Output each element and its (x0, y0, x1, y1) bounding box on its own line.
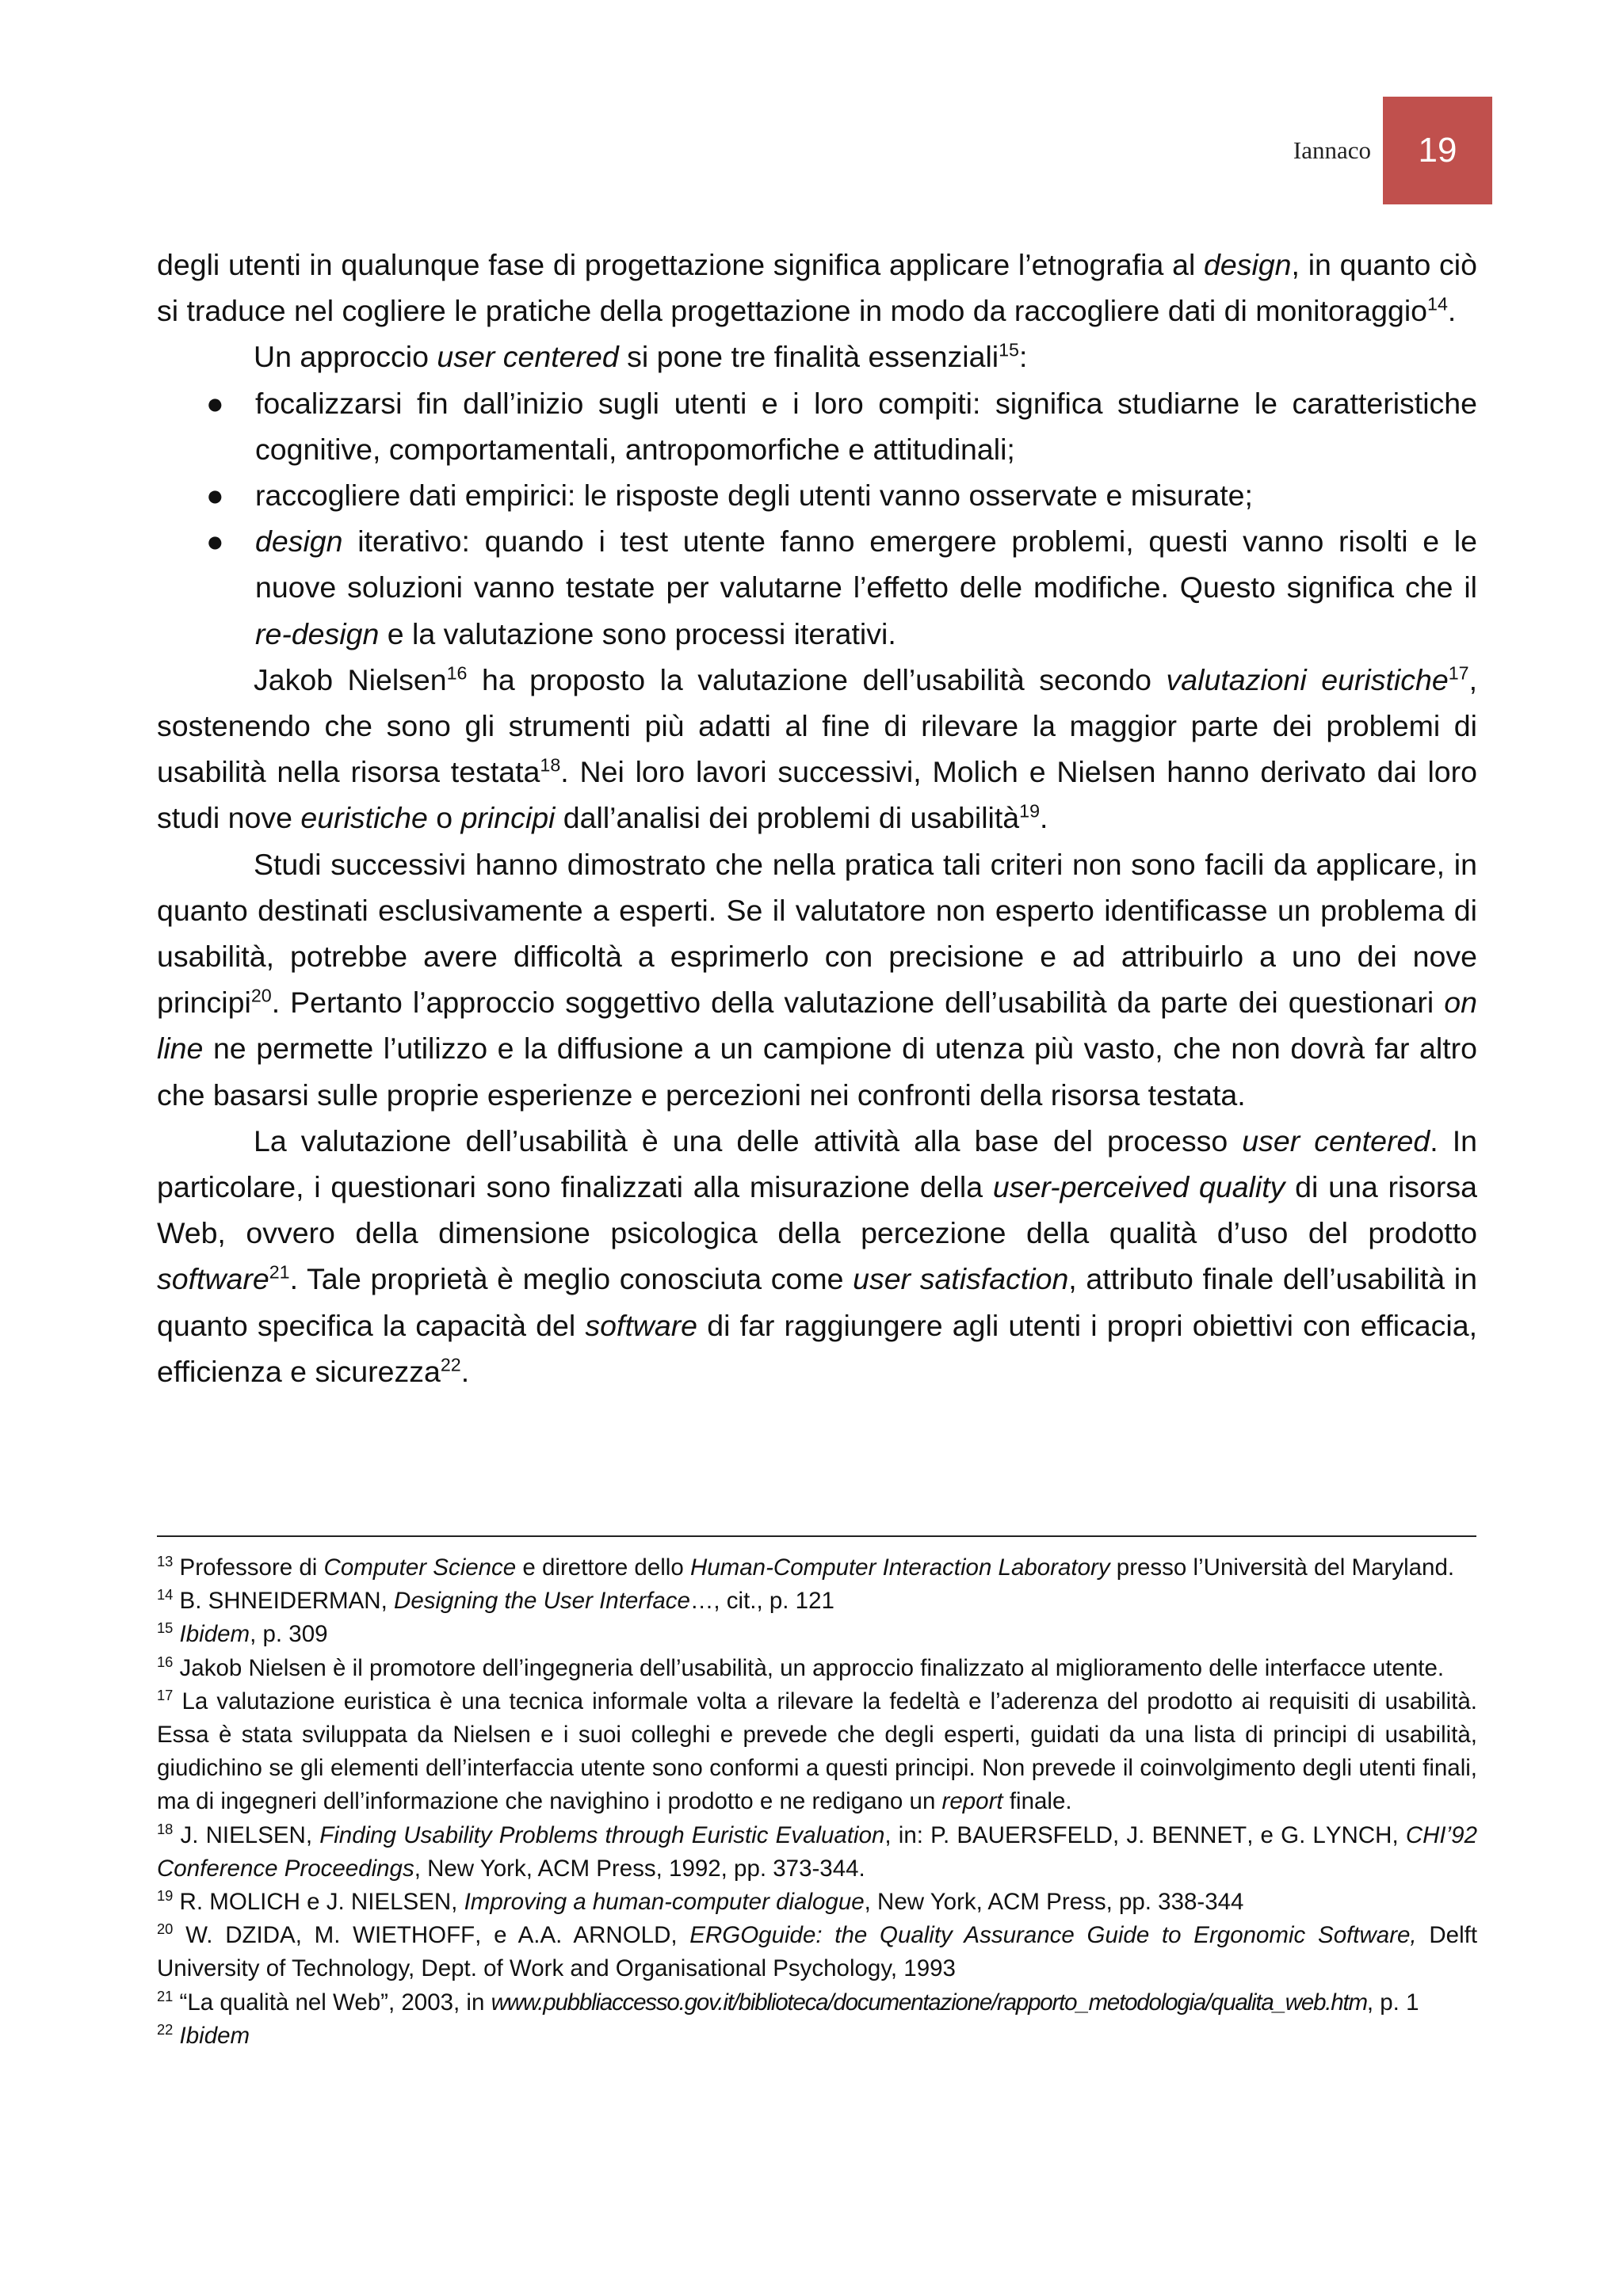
footnote-ref-17[interactable]: 17 (1448, 662, 1469, 684)
footnote-ref-18[interactable]: 18 (540, 754, 561, 776)
aims-list (157, 380, 1477, 657)
footnotes (157, 1551, 1477, 2053)
paragraph-4: Studi successivi hanno dimostrato che nella pratica tali criteri non sono facili da applicare, in quanto destinati esclusivamente a esperti. Se il valutatore non esperto identificasse un problema di usabilità, potrebbe avere difficoltà a esprimerlo con precisione e ad attribuirlo a uno dei nove principi$^{20}$. Pertanto l’approccio soggettivo della valutazione dell’usabilità da parte dei questionari on line ne permette l’utilizzo e la diffusione a un campione di utenza più vasto, che non dovrà far altro che basarsi sulle proprie esperienze e percezioni nei confronti della risorsa testata. (157, 847, 1477, 1112)
running-header-author: Iannaco (1293, 136, 1371, 164)
page-number: 19 (1418, 131, 1457, 170)
bullet-icon: ● (206, 479, 224, 513)
page-number-badge (1383, 97, 1492, 204)
bullet-icon: ● (206, 524, 224, 559)
paragraph-2: Un approccio user centered si pone tre finalità essenziali$^{15}$: (254, 339, 1028, 374)
footnote-16: $^{16}$ Jakob Nielsen è il promotore dell’ingegneria dell’usabilità, un approccio finalizzato al miglioramento delle interfacce utente. (157, 1653, 1445, 1681)
paragraph-5: La valutazione dell’usabilità è una delle attività alla base del processo user centered. In particolare, i questionari sono finalizzati alla misurazione della user-perceived quality di una risorsa Web, ovvero della dimensione psicologica della percezione della qualità d’uso del prodotto software$^{21}$. Tale proprietà è meglio conosciuta come user satisfaction, attributo finale dell’usabilità in quanto specifica la capacità del software di far raggiungere agli utenti i propri obiettivi con efficacia, efficienza e sicurezza$^{22}$. (157, 1123, 1477, 1388)
footnote-ref-21[interactable]: 21 (269, 1261, 290, 1283)
footnote-17: $^{17}$ La valutazione euristica è una tecnica informale volta a rilevare la fedeltà e l’aderenza del prodotto ai requisiti di usabilità. Essa è stata sviluppata da Nielsen e i suoi colleghi e prevede che degli esperti, guidati da una lista di principi di usabilità, giudichino se gli elementi dell’interfaccia utente sono conformi a questi principi. Non prevede il coinvolgimento degli utenti finali, ma di ingegneri dell’informazione che navighino i prodotto e ne redigano un report finale. (157, 1686, 1477, 1815)
footnote-ref-16[interactable]: 16 (446, 662, 468, 684)
list-item: ● design iterativo: quando i test utente fanno emergere problemi, questi vanno risolti e le nuove soluzioni vanno testate per valutarne l’effetto delle modifiche. Questo significa che il re-design e la valutazione sono processi iterativi. (157, 518, 1477, 657)
body-text (157, 242, 1477, 1394)
footnote-ref-22[interactable]: 22 (440, 1354, 461, 1375)
list-item: ● raccogliere dati empirici: le risposte degli utenti vanno osservate e misurate; (157, 472, 1477, 518)
paragraph-1: degli utenti in qualunque fase di progettazione significa applicare l’etnografia al design, in quanto ciò si traduce nel cogliere le pratiche della progettazione in modo da raccogliere dati di monitoraggio$^{14}$. (157, 248, 1477, 328)
footnote-ref-15[interactable]: 15 (999, 339, 1019, 360)
source-link[interactable]: www.pubbliaccesso.gov.it/biblioteca/documentazione/rapporto_metodologia/qualita_web.htm (491, 1989, 1367, 2016)
footnote-19: $^{19}$ R. MOLICH e J. NIELSEN, Improving a human-computer dialogue, New York, ACM Press, pp. 338-344 (157, 1887, 1244, 1916)
paragraph-3: Jakob Nielsen$^{16}$ ha proposto la valutazione dell’usabilità secondo valutazioni euristiche$^{17}$, sostenendo che sono gli strumenti più adatti al fine di rilevare la maggior parte dei problemi di usabilità nella risorsa testata$^{18}$. Nei loro lavori successivi, Molich e Nielsen hanno derivato dai loro studi nove euristiche o principi dall’analisi dei problemi di usabilità$^{19}$. (157, 662, 1477, 835)
footnote-20: $^{20}$ W. DZIDA, M. WIETHOFF, e A.A. ARNOLD, ERGOguide: the Quality Assurance Guide to Ergonomic Software, Delft University of Technology, Dept. of Work and Organisational Psychology, 1993 (157, 1920, 1478, 1982)
footnote-21: $^{21}$ “La qualità nel Web”, 2003, in www.pubbliaccesso.gov.it/biblioteca/documentazione/rapporto_metodologia/qualita_web.htm, p. 1 (157, 1987, 1419, 2016)
footnote-separator (157, 1535, 1476, 1537)
footnote-14: $^{14}$ B. SHNEIDERMAN, Designing the User Interface…, cit., p. 121 (157, 1586, 834, 1615)
footnote-ref-14[interactable]: 14 (1427, 293, 1448, 315)
footnote-ref-19[interactable]: 19 (1019, 800, 1041, 822)
list-item: ● focalizzarsi fin dall’inizio sugli utenti e i loro compiti: significa studiarne le caratteristiche cognitive, comportamentali, antropomorfiche e attitudinali; (157, 380, 1477, 472)
footnote-15: $^{15}$ Ibidem, p. 309 (157, 1619, 328, 1648)
footnote-22: $^{22}$ Ibidem (157, 2021, 250, 2049)
footnote-13: $^{13}$ Professore di Computer Science e direttore dello Human-Computer Interaction Laboratory presso l’Università del Maryland. (157, 1553, 1455, 1581)
footnote-18: $^{18}$ J. NIELSEN, Finding Usability Problems through Euristic Evaluation, in: P. BAUERSFELD, J. BENNET, e G. LYNCH, CHI’92 Conference Proceedings, New York, ACM Press, 1992, pp. 373-344. (157, 1820, 1477, 1882)
footnote-ref-20[interactable]: 20 (250, 985, 272, 1006)
bullet-icon: ● (206, 386, 224, 420)
